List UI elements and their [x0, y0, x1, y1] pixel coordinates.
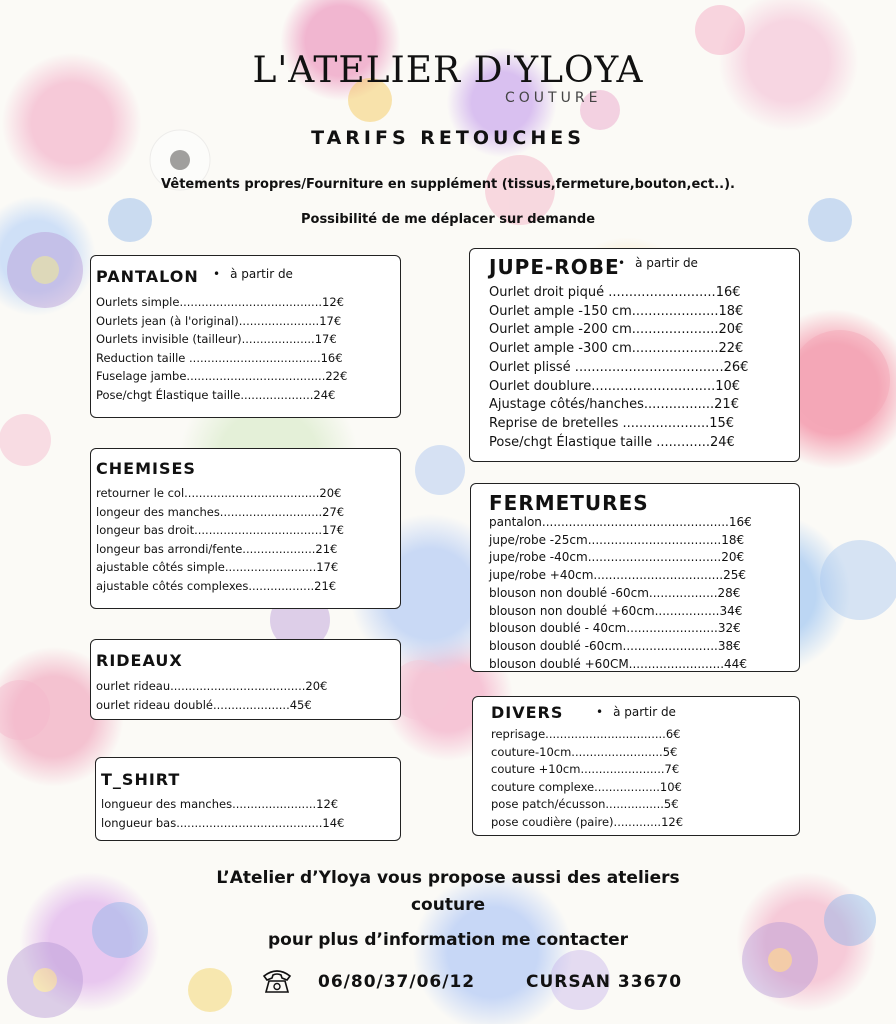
- jupe-robe-card: [469, 248, 800, 462]
- price-row: retourner le col.....................................20€: [96, 486, 342, 500]
- price-row: Ourlet doublure..............................10€: [489, 378, 741, 394]
- price-row: couture complexe..................10€: [491, 779, 682, 794]
- price-row: longueur bas........................................14€: [101, 815, 345, 830]
- price-row: blouson non doublé -60cm..................28€: [489, 585, 741, 600]
- price-row: reprisage.................................6€: [491, 727, 681, 741]
- price-row: Ourlets invisible (tailleur)....................17€: [96, 332, 337, 346]
- price-row: pose patch/écusson................5€: [491, 797, 679, 812]
- price-row: ajustable côtés simple.........................17€: [96, 560, 339, 574]
- chemises-title: CHEMISES: [96, 459, 196, 478]
- price-row: Ourlet droit piqué ..........................16€: [489, 285, 741, 300]
- tshirt-card: [95, 757, 401, 841]
- rideaux-price-list: [96, 677, 327, 714]
- chemises-price-list: [96, 484, 344, 595]
- price-row: couture +10cm.......................7€: [491, 762, 680, 777]
- pantalon-price-list: [96, 293, 347, 404]
- jupe-robe-price-list: [489, 284, 748, 452]
- price-row: Ourlet plissé ....................................26€: [489, 359, 749, 375]
- travel-note: Possibilité de me déplacer sur demande: [300, 212, 596, 227]
- divers-card: [472, 696, 800, 836]
- price-row: blouson doublé - 40cm........................32€: [489, 621, 741, 636]
- divers-note: • à partir de: [596, 705, 676, 719]
- fermetures-card: [470, 483, 800, 672]
- price-row: couture-10cm.........................5€: [491, 744, 678, 759]
- page-title: TARIFS RETOUCHES: [311, 127, 585, 149]
- divers-price-list: [491, 726, 683, 832]
- supplies-note: Vêtements propres/Fourniture en supplément (tissus,fermeture,bouton,ect..).: [161, 177, 735, 192]
- brand-logo: L'ATELIER D'YLOYA: [252, 50, 644, 91]
- pantalon-title: PANTALON: [96, 267, 199, 286]
- price-row: Pose/chgt Élastique taille .............24€: [489, 434, 735, 450]
- pantalon-note: • à partir de: [213, 267, 293, 281]
- price-row: Pose/chgt Élastique taille....................24€: [96, 387, 336, 402]
- price-row: Ourlets simple.......................................12€: [96, 295, 344, 309]
- contact-invite: pour plus d’information me contacter: [268, 930, 628, 950]
- divers-title: DIVERS: [491, 703, 564, 722]
- price-row: ourlet rideau.....................................20€: [96, 679, 328, 693]
- pantalon-card: [90, 255, 401, 418]
- fermetures-title: FERMETURES: [489, 491, 649, 515]
- price-row: pantalon.................................................16€: [489, 515, 752, 529]
- price-row: Fuselage jambe......................................22€: [96, 369, 348, 383]
- price-row: Reprise de bretelles .....................15€: [489, 415, 735, 431]
- chemises-card: [90, 448, 401, 609]
- brand-subtitle: COUTURE: [505, 90, 602, 106]
- price-row: longeur bas droit...................................17€: [96, 523, 344, 537]
- price-row: Ourlets jean (à l'original)......................17€: [96, 313, 342, 328]
- workshop-offer-cont: couture: [410, 895, 485, 915]
- price-row: longueur des manches.......................12€: [101, 797, 339, 811]
- workshop-offer: L’Atelier d’Yloya vous propose aussi des ateliers: [216, 868, 680, 888]
- price-row: longeur des manches............................27€: [96, 504, 345, 519]
- jupe-robe-title: JUPE-ROBE: [489, 255, 620, 279]
- telephone-icon: [262, 968, 292, 994]
- price-row: Ajustage côtés/hanches.................21€: [489, 397, 739, 413]
- price-row: ajustable côtés complexes..................21€: [96, 578, 337, 593]
- price-row: blouson doublé -60cm.........................38€: [489, 638, 741, 653]
- rideaux-card: [90, 639, 401, 720]
- price-row: blouson doublé +60CM.........................44€: [489, 656, 747, 671]
- price-row: blouson non doublé +60cm.................34€: [489, 603, 743, 618]
- fermetures-price-list: [489, 514, 752, 673]
- location-label: CURSAN 33670: [526, 972, 683, 992]
- price-row: jupe/robe -25cm...................................18€: [489, 532, 745, 547]
- price-row: Ourlet ample -200 cm.....................20€: [489, 322, 744, 338]
- tshirt-title: T_SHIRT: [101, 770, 181, 789]
- price-row: Ourlet ample -150 cm.....................18€: [489, 303, 744, 319]
- jupe-robe-note: • à partir de: [618, 256, 698, 270]
- price-row: Reduction taille ....................................16€: [96, 350, 343, 365]
- price-row: ourlet rideau doublé.....................45€: [96, 697, 312, 712]
- phone-number[interactable]: 06/80/37/06/12: [318, 972, 476, 992]
- price-row: longeur bas arrondi/fente....................21€: [96, 541, 338, 556]
- price-row: Ourlet ample -300 cm.....................22€: [489, 341, 744, 357]
- price-row: jupe/robe -40cm...................................20€: [489, 550, 745, 565]
- price-row: jupe/robe +40cm..................................25€: [489, 568, 747, 583]
- tshirt-price-list: [101, 795, 344, 832]
- rideaux-title: RIDEAUX: [96, 651, 183, 670]
- price-row: pose coudière (paire).............12€: [491, 814, 684, 829]
